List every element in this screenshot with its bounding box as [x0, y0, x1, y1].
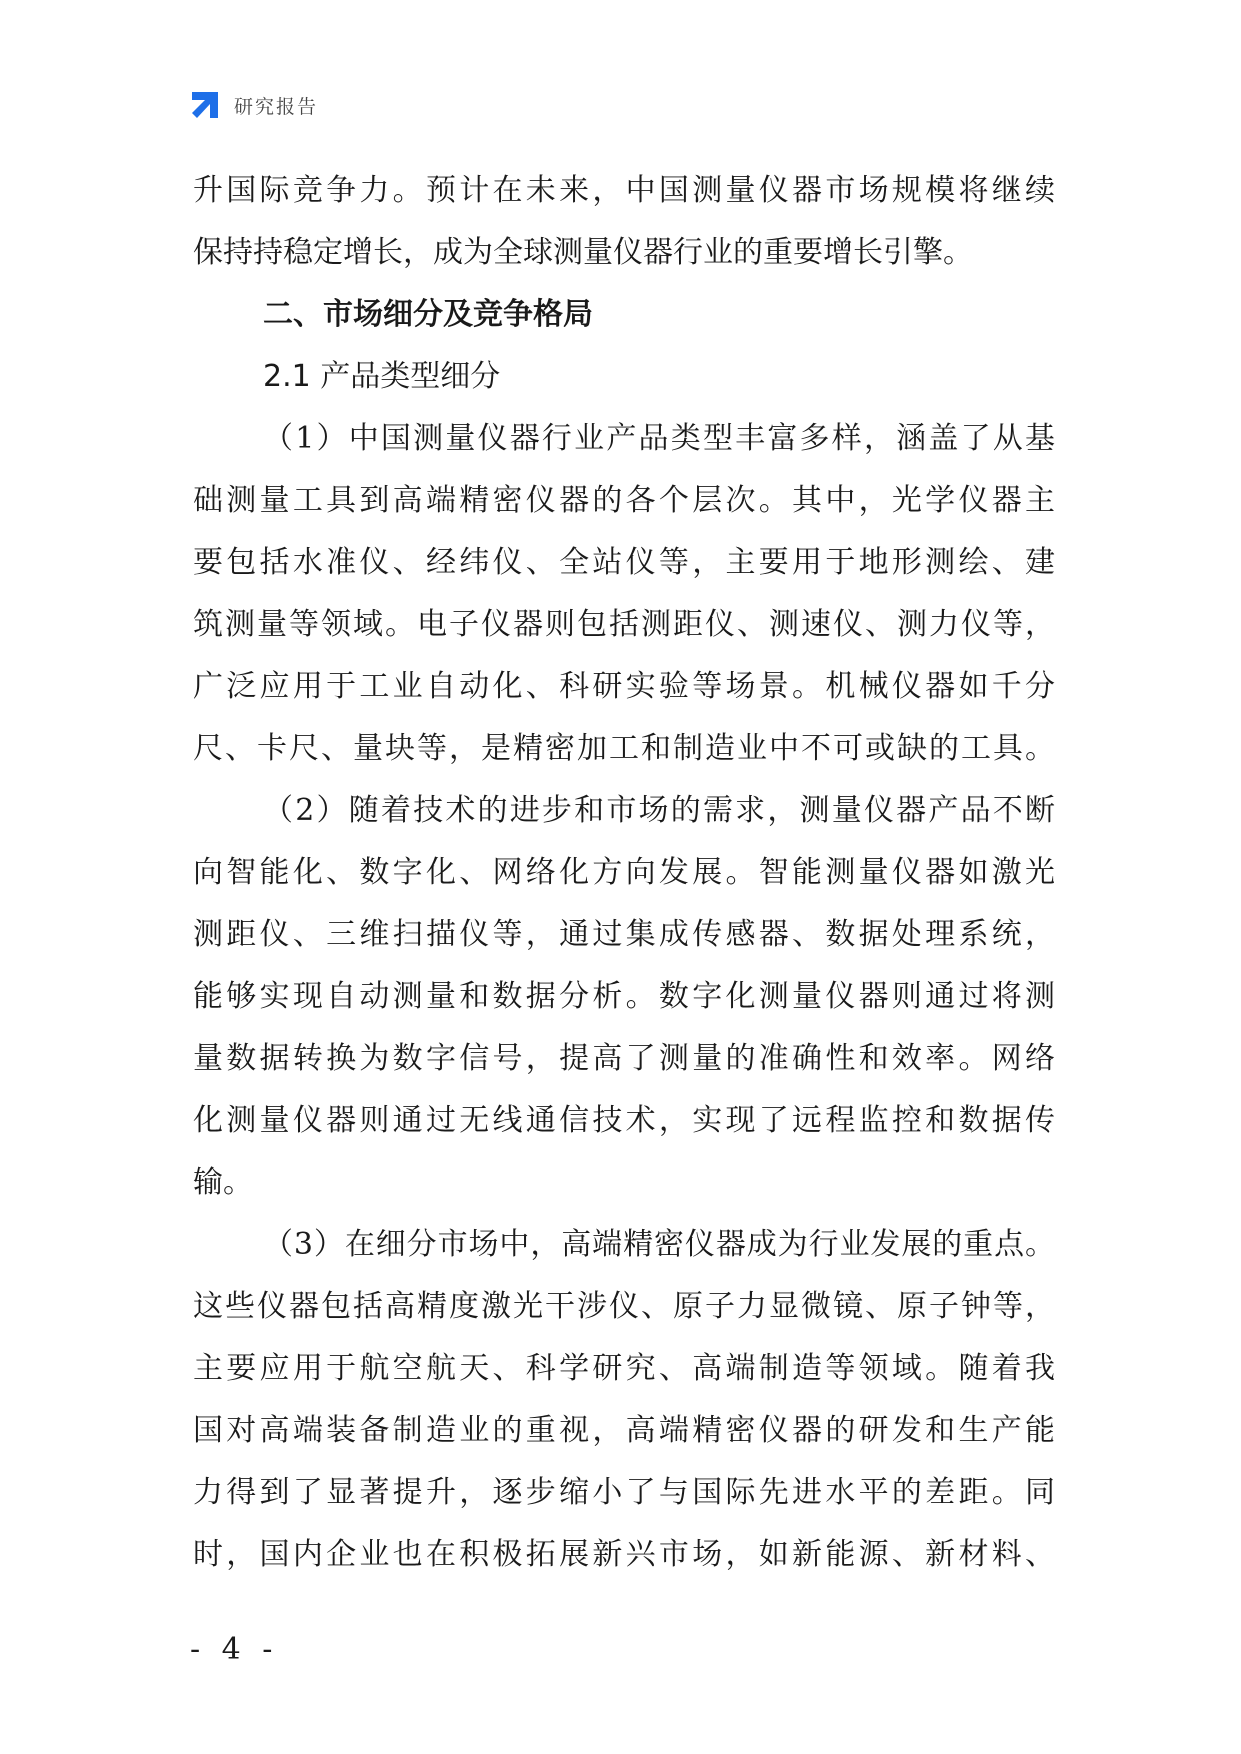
paragraph-line: 量数据转换为数字信号，提高了测量的准确性和效率。网络	[193, 1041, 1055, 1076]
paragraph-line: 筑测量等领域。电子仪器则包括测距仪、测速仪、测力仪等，	[193, 607, 1055, 642]
subsection-heading: 2.1 产品类型细分	[263, 359, 501, 394]
page-number: - 4 -	[190, 1632, 279, 1667]
paragraph-line: 国对高端装备制造业的重视，高端精密仪器的研发和生产能	[193, 1413, 1055, 1448]
paragraph-line: 升国际竞争力。预计在未来，中国测量仪器市场规模将继续	[193, 173, 1055, 208]
paragraph-line: 础测量工具到高端精密仪器的各个层次。其中，光学仪器主	[193, 483, 1055, 518]
header-title: 研究报告	[234, 95, 319, 118]
paragraph-line: 力得到了显著提升，逐步缩小了与国际先进水平的差距。同	[193, 1475, 1055, 1510]
section-heading: 二、市场细分及竞争格局	[263, 297, 593, 332]
paragraph-line: 主要应用于航空航天、科学研究、高端制造等领域。随着我	[193, 1351, 1055, 1386]
page-header	[188, 88, 318, 122]
document-body	[193, 160, 1055, 1586]
paragraph-line: （2）随着技术的进步和市场的需求，测量仪器产品不断	[263, 793, 1055, 828]
paragraph-line: 这些仪器包括高精度激光干涉仪、原子力显微镜、原子钟等，	[193, 1289, 1055, 1324]
paragraph-line: 要包括水准仪、经纬仪、全站仪等，主要用于地形测绘、建	[193, 545, 1055, 580]
arrow-up-right-icon	[188, 88, 222, 122]
paragraph-line: 输。	[193, 1165, 253, 1200]
paragraph-line: 化测量仪器则通过无线通信技术，实现了远程监控和数据传	[193, 1103, 1055, 1138]
paragraph-line: （1）中国测量仪器行业产品类型丰富多样，涵盖了从基	[263, 421, 1055, 456]
paragraph-line: 向智能化、数字化、网络化方向发展。智能测量仪器如激光	[193, 855, 1055, 890]
paragraph-line: 广泛应用于工业自动化、科研实验等场景。机械仪器如千分	[193, 669, 1055, 704]
paragraph-line: 测距仪、三维扫描仪等，通过集成传感器、数据处理系统，	[193, 917, 1055, 952]
paragraph-line: 尺、卡尺、量块等，是精密加工和制造业中不可或缺的工具。	[193, 731, 1055, 766]
paragraph-line: 能够实现自动测量和数据分析。数字化测量仪器则通过将测	[193, 979, 1055, 1014]
paragraph-line: （3）在细分市场中，高端精密仪器成为行业发展的重点。	[263, 1227, 1055, 1262]
paragraph-line: 保持持稳定增长，成为全球测量仪器行业的重要增长引擎。	[193, 235, 973, 270]
paragraph-line: 时，国内企业也在积极拓展新兴市场，如新能源、新材料、	[193, 1537, 1055, 1572]
